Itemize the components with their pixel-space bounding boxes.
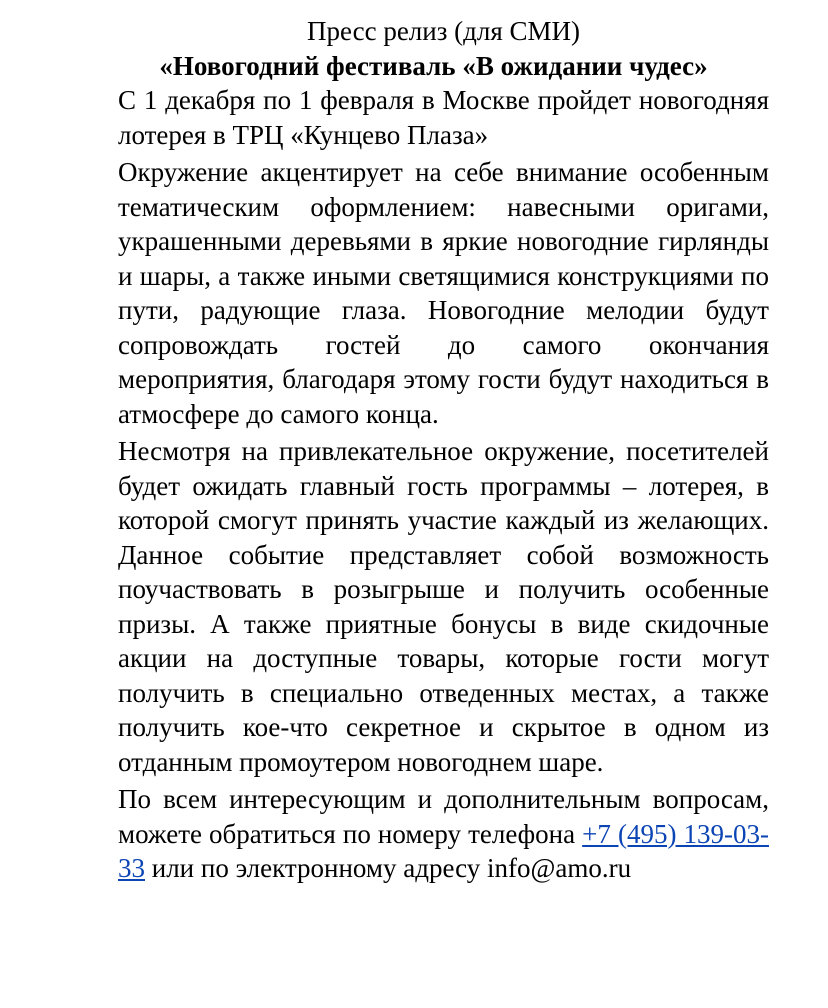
phone-link[interactable]: +7 (495) 139-03-33 <box>118 818 769 883</box>
press-release-document <box>118 14 769 889</box>
document-subtitle: «Новогодний фестиваль «В ожидании чудес» <box>159 50 708 81</box>
paragraph-lottery: Несмотря на привлекательное окружение, посетителей будет ожидать главный гость программы – лотерея, в которой смогут принять участие каждый из желающих. Данное событие представляет собой возможность поучаствовать в розыгрыше и получить особенные призы. А также приятные бонусы в виде скидочные акции на доступные товары, которые гости могут получить в специально отведенных местах, а также получить кое-что секретное и скрытое в одном из отданным промоутером новогоднем шаре. <box>118 436 769 777</box>
paragraph-decor: Окружение акцентирует на себе внимание особенным тематическим оформлением: навесными оригами, украшенными деревьями в яркие новогодние гирлянды и шары, а также иными светящимися конструкциями по пути, радующие глаза. Новогодние мелодии будут сопровождать гостей до самого окончания мероприятия, благодаря этому гости будут находиться в атмосфере до самого конца. <box>118 157 769 429</box>
paragraph-intro: С 1 декабря по 1 февраля в Москве пройдет новогодняя лотерея в ТРЦ «Кунцево Плаза» <box>118 85 769 150</box>
paragraph-contact <box>118 782 769 886</box>
contact-text-before: По всем интересующим и дополнительным вопросам, можете обратиться по номеру телефона <box>118 784 769 849</box>
document-title: Пресс релиз (для СМИ) <box>306 16 581 46</box>
contact-text-after: или по электронному адресу info@amo.ru <box>145 853 632 883</box>
